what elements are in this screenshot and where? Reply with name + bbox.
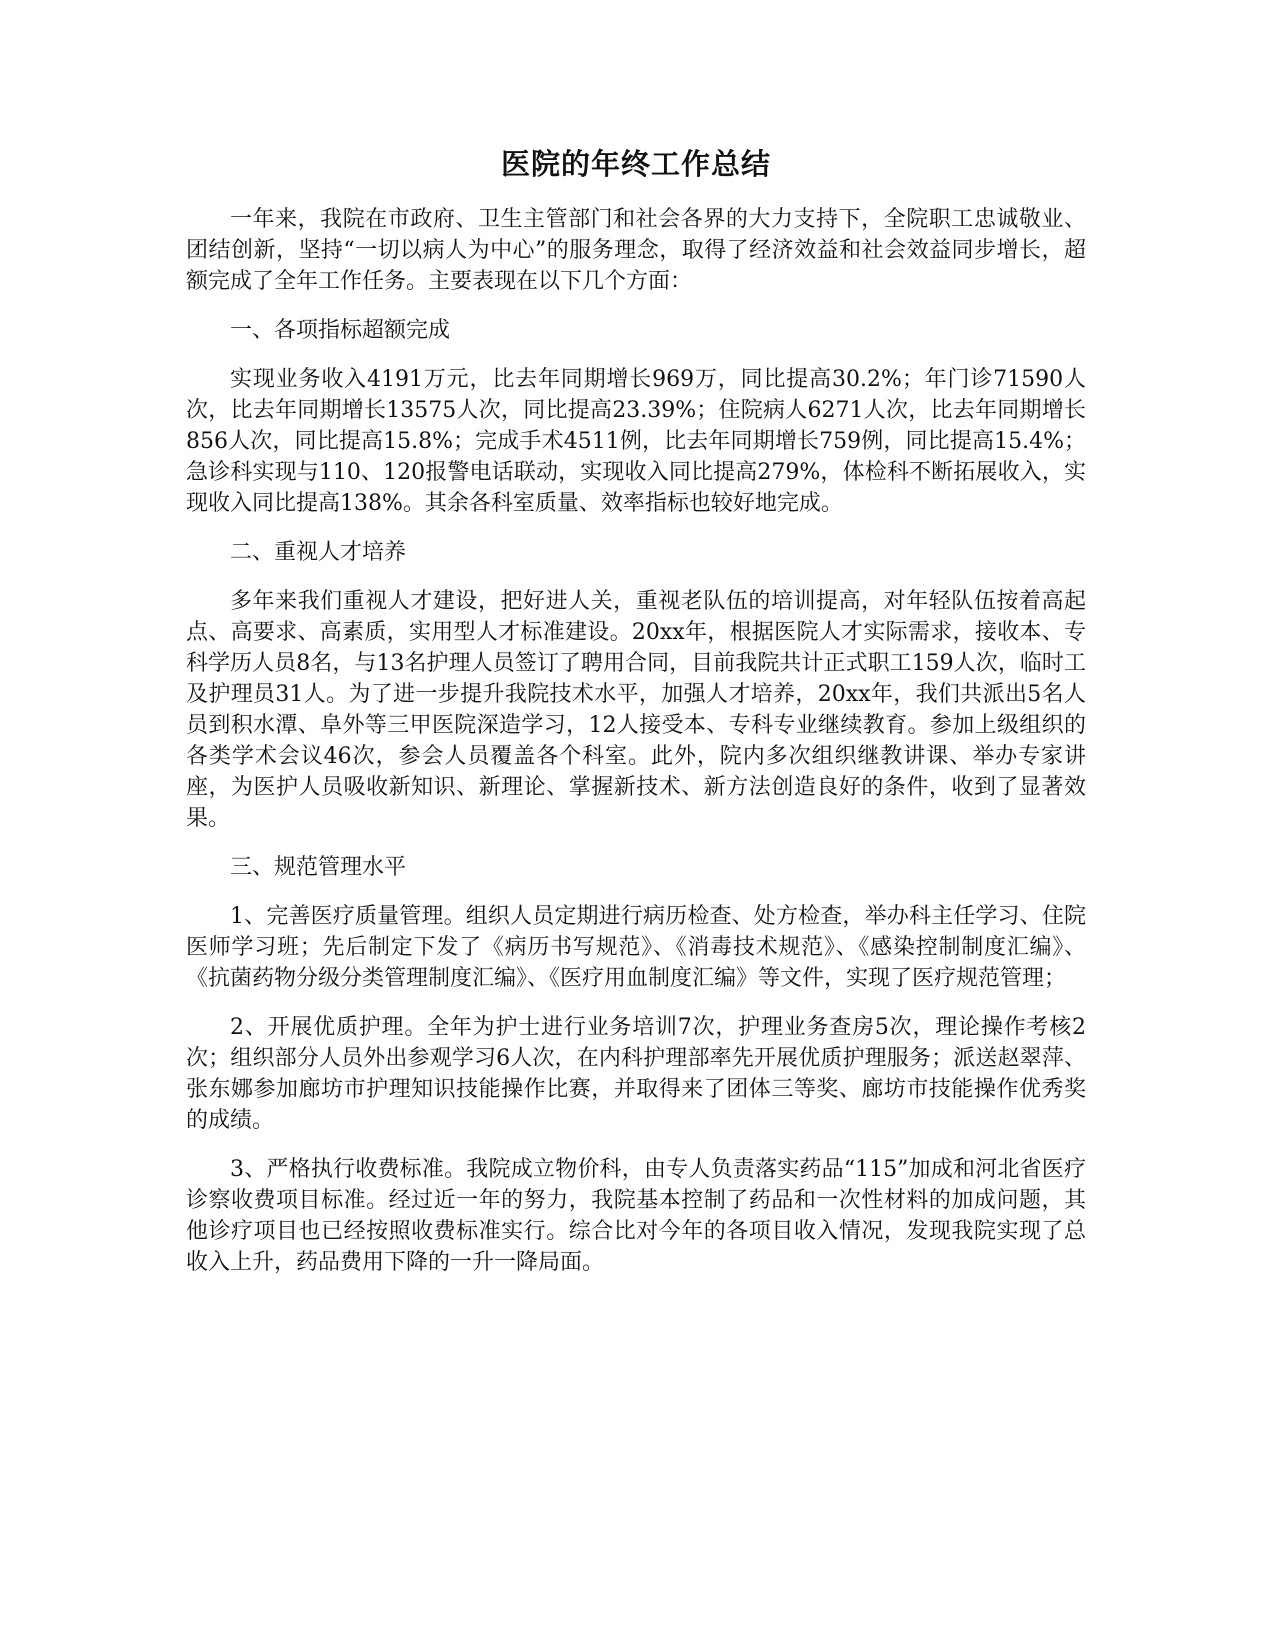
indicators-paragraph: 实现业务收入4191万元，比去年同期增长969万，同比提高30.2%；年门诊71590人次，比去年同期增长13575人次，同比提高23.39%；住院病人6271人次，比去年同期增长856人次，同比提高15.8%；完成手术4511例，比去年同期增长759例，同比提高15.4%；急诊科实现与110、120报警电话联动，实现收入同比提高279%，体检科不断拓展收入，实现收入同比提高138%。其余各科室质量、效率指标也较好地完成。 xyxy=(186,367,1086,516)
section-heading-talent: 二、重视人才培养 xyxy=(230,540,407,565)
management-paragraph-fees: 3、严格执行收费标准。我院成立物价科，由专人负责落实药品“115”加成和河北省医疗诊察收费项目标准。经过近一年的努力，我院基本控制了药品和一次性材料的加成问题，其他诊疗项目也已经按照收费标准实行。综合比对今年的各项目收入情况，发现我院实现了总收入上升，药品费用下降的一升一降局面。 xyxy=(186,1157,1086,1275)
management-paragraph-quality: 1、完善医疗质量管理。组织人员定期进行病历检查、处方检查，举办科主任学习、住院医师学习班；先后制定下发了《病历书写规范》、《消毒技术规范》、《感染控制制度汇编》、《抗菌药物分级分类管理制度汇编》、《医疗用血制度汇编》等文件，实现了医疗规范管理； xyxy=(186,904,1086,991)
section-heading-management: 三、规范管理水平 xyxy=(230,855,407,880)
management-paragraph-nursing: 2、开展优质护理。全年为护士进行业务培训7次，护理业务查房5次，理论操作考核2次；组织部分人员外出参观学习6人次，在内科护理部率先开展优质护理服务；派送赵翠萍、张东娜参加廊坊市护理知识技能操作比赛，并取得来了团体三等奖、廊坊市技能操作优秀奖的成绩。 xyxy=(186,1015,1086,1133)
talent-paragraph: 多年来我们重视人才建设，把好进人关，重视老队伍的培训提高，对年轻队伍按着高起点、高要求、高素质，实用型人才标准建设。20xx年，根据医院人才实际需求，接收本、专科学历人员8名，与13名护理人员签订了聘用合同，目前我院共计正式职工159人次，临时工及护理员31人。为了进一步提升我院技术水平，加强人才培养，20xx年，我们共派出5名人员到积水潭、阜外等三甲医院深造学习，12人接受本、专科专业继续教育。参加上级组织的各类学术会议46次，参会人员覆盖各个科室。此外，院内多次组织继教讲课、举办专家讲座，为医护人员吸收新知识、新理论、掌握新技术、新方法创造良好的条件，收到了显著效果。 xyxy=(186,589,1086,831)
document-title: 医院的年终工作总结 xyxy=(500,147,771,181)
document-body xyxy=(186,144,1086,1296)
intro-paragraph: 一年来，我院在市政府、卫生主管部门和社会各界的大力支持下，全院职工忠诚敬业、团结创新，坚持“一切以病人为中心”的服务理念，取得了经济效益和社会效益同步增长，超额完成了全年工作任务。主要表现在以下几个方面： xyxy=(186,207,1086,294)
section-heading-indicators: 一、各项指标超额完成 xyxy=(230,318,451,343)
